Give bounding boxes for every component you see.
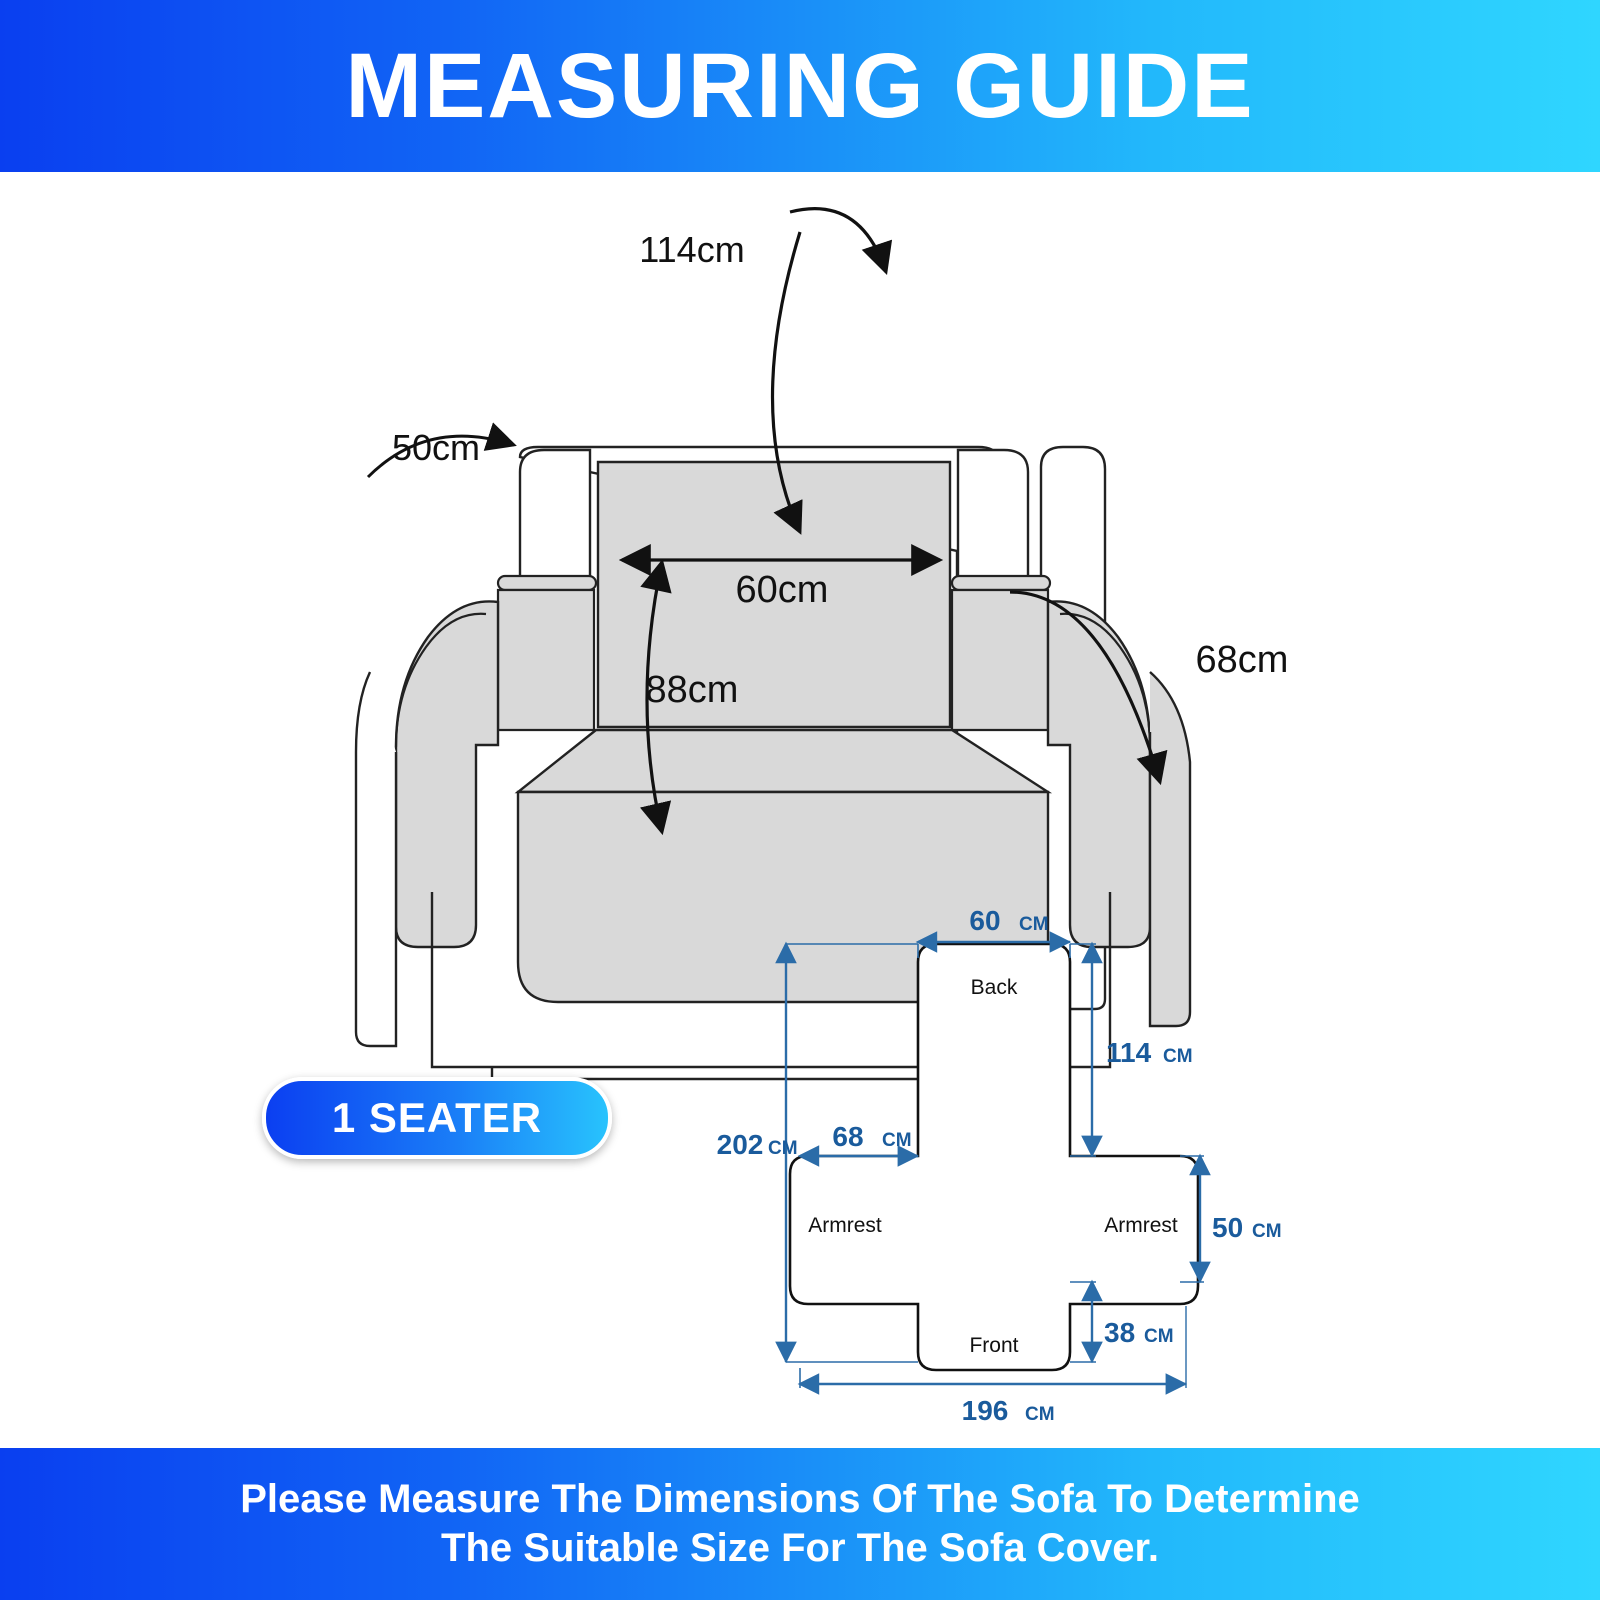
- dim-armrest-offset-value: 68: [832, 1121, 864, 1152]
- dim-back-height-arrow-top: [790, 209, 886, 272]
- dim-total-width-value: 196: [961, 1395, 1009, 1426]
- footer-text-line-1: Please Measure The Dimensions Of The Sofa To Determine: [240, 1477, 1360, 1522]
- dim-armrest-height-value: 50: [1212, 1212, 1244, 1243]
- dim-front-height-unit: CM: [1144, 1326, 1174, 1347]
- chair-right-topbar: [952, 576, 1050, 590]
- pattern-label-back: Back: [970, 976, 1018, 999]
- seater-badge-label: 1 SEATER: [331, 1094, 543, 1141]
- chair-left-sidepanel: [498, 590, 594, 730]
- chair-back-right-wing: [958, 450, 1028, 580]
- chair-right-arm: [1048, 601, 1150, 947]
- dim-seat-depth-label: 88cm: [645, 669, 739, 711]
- chair-back-left-wing: [520, 450, 590, 580]
- chair-seat-cushion: [518, 730, 1048, 792]
- chair-left-arm: [396, 601, 498, 947]
- dim-seat-width-label: 60cm: [735, 569, 829, 611]
- header-banner: [0, 0, 1600, 172]
- dim-armrest-offset-unit: CM: [882, 1130, 912, 1151]
- page-title: MEASURING GUIDE: [345, 35, 1255, 137]
- dim-armrest-width-label: 50cm: [391, 427, 481, 468]
- dim-arm-drop-label: 68cm: [1195, 639, 1289, 681]
- dim-total-height-value: 202: [716, 1129, 764, 1160]
- dim-total-width-unit: CM: [1025, 1404, 1055, 1425]
- footer-banner: [0, 1448, 1600, 1600]
- seater-badge: [262, 1077, 612, 1159]
- chair-left-topbar: [498, 576, 596, 590]
- dim-top-width-unit: CM: [1019, 914, 1049, 935]
- dim-armrest-height-unit: CM: [1252, 1221, 1282, 1242]
- dim-back-height-label: 114cm: [639, 229, 745, 270]
- chair-right-skirt: [1150, 672, 1190, 1026]
- dim-front-height-value: 38: [1104, 1317, 1136, 1348]
- dim-back-height-value: 114: [1106, 1037, 1152, 1068]
- dim-total-height-unit: CM: [768, 1138, 798, 1159]
- pattern-label-armrest-right: Armrest: [1104, 1214, 1178, 1237]
- pattern-label-armrest-left: Armrest: [808, 1214, 882, 1237]
- pattern-label-front: Front: [969, 1334, 1019, 1357]
- footer-text-line-2: The Suitable Size For The Sofa Cover.: [441, 1526, 1159, 1570]
- chair-right-sidepanel: [952, 590, 1048, 730]
- dim-back-height-unit: CM: [1163, 1046, 1193, 1067]
- dim-top-width-value: 60: [969, 905, 1001, 936]
- chair-left-skirt: [356, 672, 396, 1046]
- measuring-diagram: [0, 172, 1600, 1448]
